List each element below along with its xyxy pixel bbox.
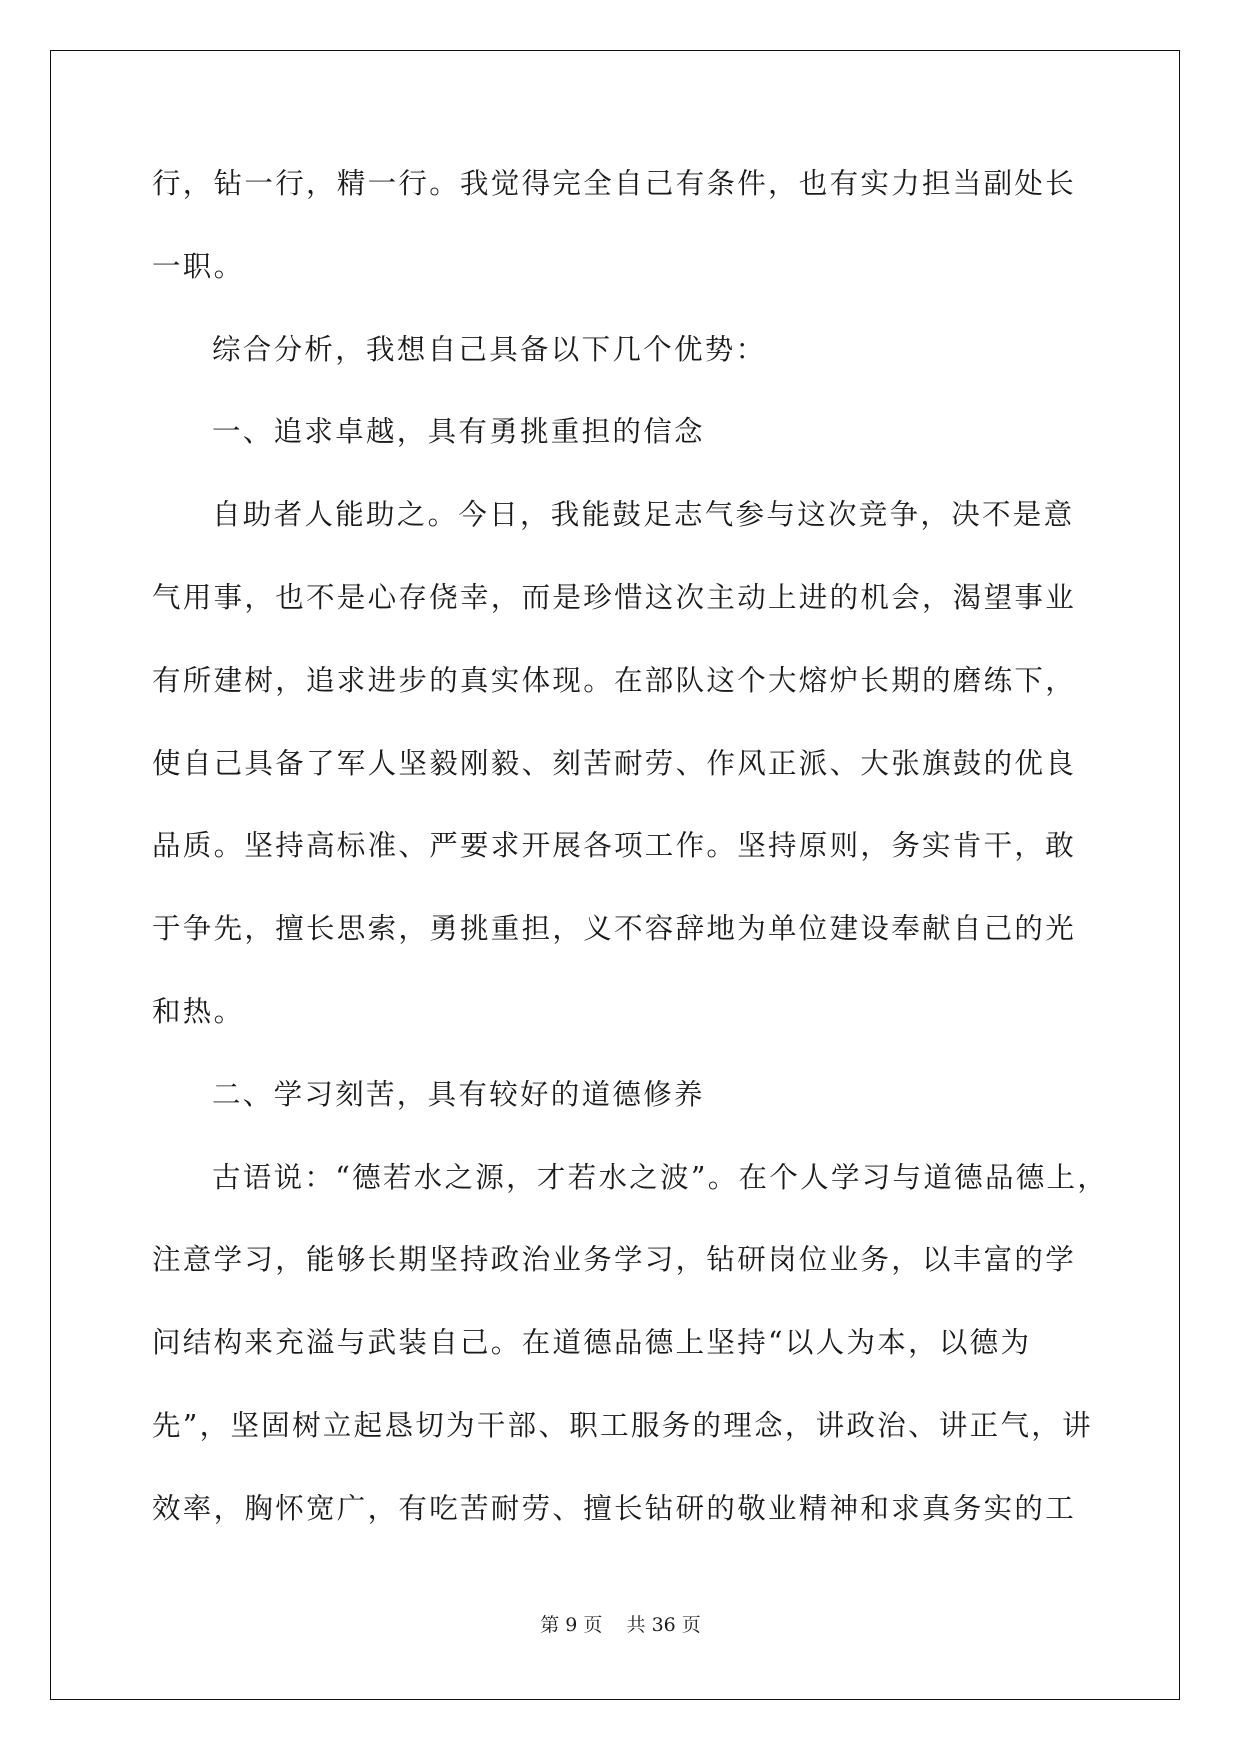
document-body	[152, 164, 1109, 1572]
total-pages: 共 36 页	[626, 1614, 701, 1636]
text-line: 注意学习，能够长期坚持政治业务学习，钻研岗位业务，以丰富的学	[152, 1243, 1077, 1277]
text-line: 先”，坚固树立起恳切为干部、职工服务的理念，讲政治、讲正气，讲	[152, 1408, 1093, 1442]
paragraph-line: 综合分析，我想自己具备以下几个优势：	[212, 332, 767, 366]
text-line: 使自己具备了军人坚毅刚毅、刻苦耐劳、作风正派、大张旗鼓的优良	[152, 746, 1077, 780]
text-line: 品质。坚持高标准、严要求开展各项工作。坚持原则，务实肯干，敢	[152, 829, 1077, 863]
page-footer	[0, 1610, 1241, 1637]
text-line: 行，钻一行，精一行。我觉得完全自己有条件，也有实力担当副处长	[152, 167, 1077, 200]
paragraph-line: 自助者人能助之。今日，我能鼓足志气参与这次竞争，决不是意	[212, 498, 1075, 532]
text-line: 效率，胸怀宽广，有吃苦耐劳、擅长钻研的敬业精神和求真务实的工	[152, 1491, 1077, 1525]
section-heading: 一、追求卓越，具有勇挑重担的信念	[212, 415, 705, 449]
text-line: 一职。	[152, 249, 245, 283]
paragraph-line: 古语说：“德若水之源，才若水之波”。在个人学习与道德品德上，	[212, 1160, 1109, 1194]
page-number: 第 9 页	[540, 1614, 603, 1636]
text-line: 于争先，擅长思索，勇挑重担，义不容辞地为单位建设奉献自己的光	[152, 912, 1077, 946]
section-heading: 二、学习刻苦，具有较好的道德修养	[212, 1077, 705, 1111]
text-line: 气用事，也不是心存侥幸，而是珍惜这次主动上进的机会，渴望事业	[152, 580, 1077, 614]
text-line: 和热。	[152, 994, 245, 1028]
text-line: 有所建树，追求进步的真实体现。在部队这个大熔炉长期的磨练下，	[152, 663, 1077, 697]
text-line: 问结构来充溢与武装自己。在道德品德上坚持“以人为本，以德为	[152, 1326, 1032, 1360]
